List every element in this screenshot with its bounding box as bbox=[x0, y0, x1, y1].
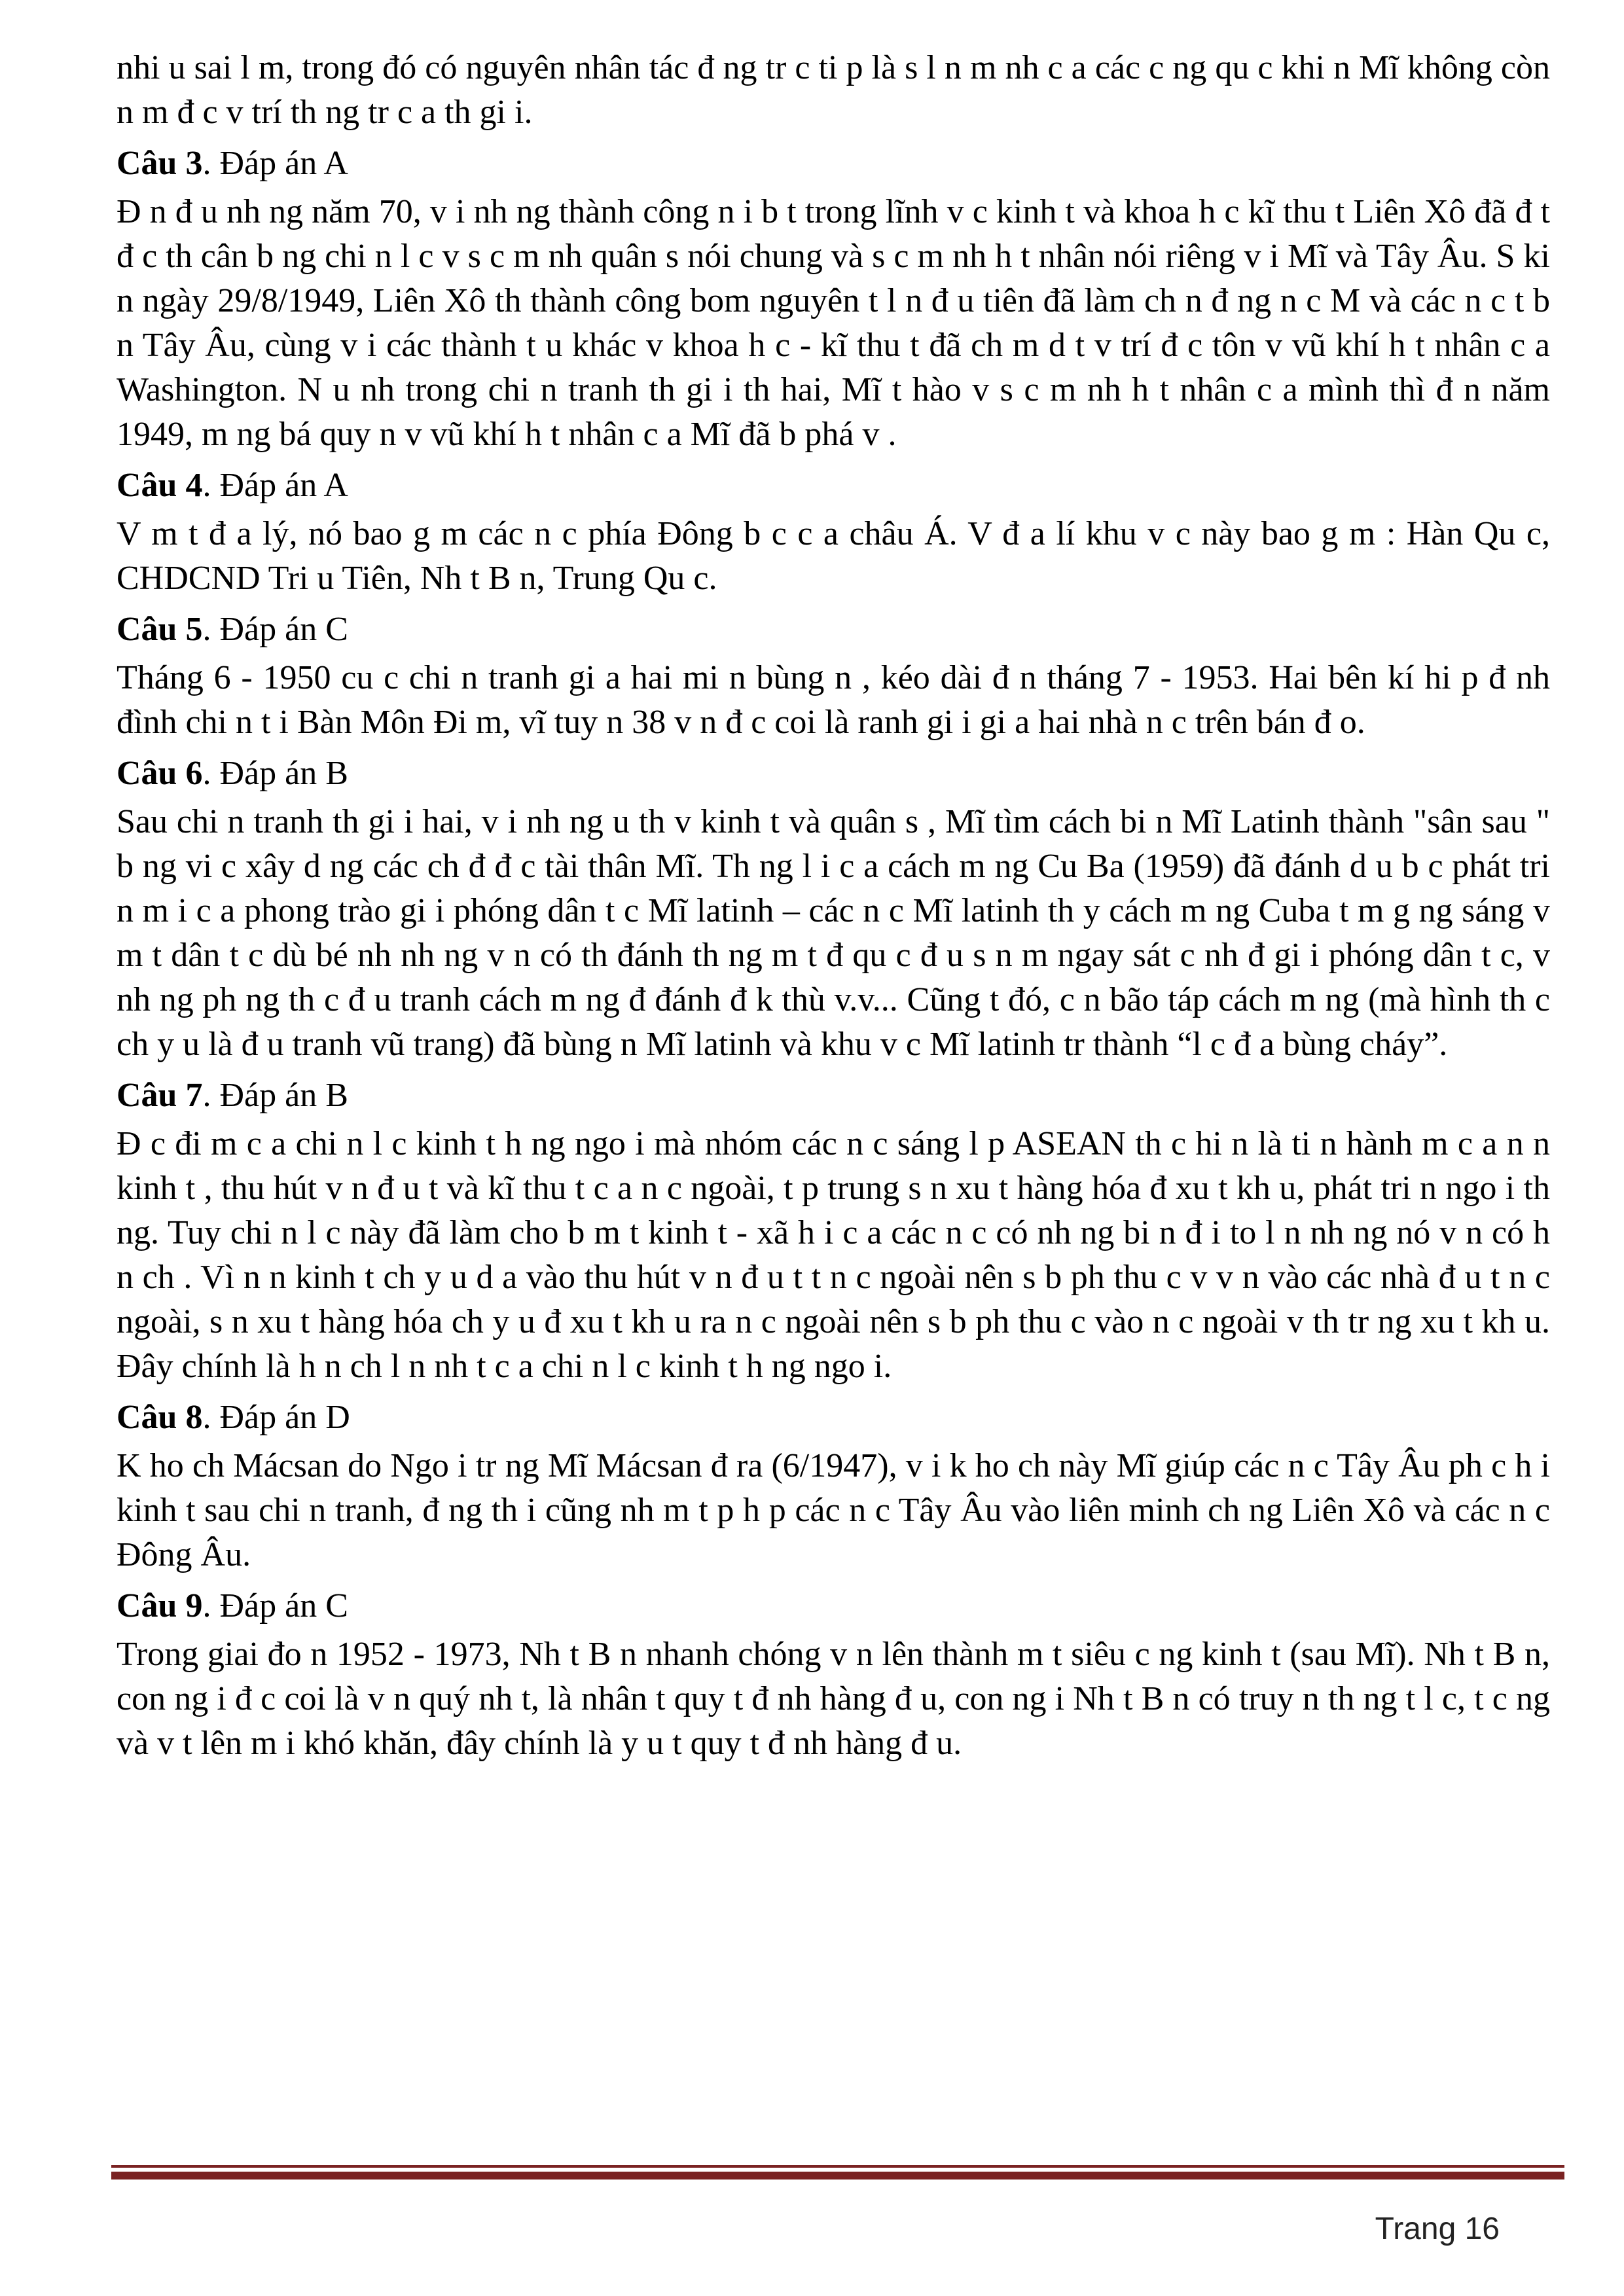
question-label: Câu 5 bbox=[117, 611, 203, 648]
question-heading bbox=[117, 607, 1550, 652]
question-heading bbox=[117, 751, 1550, 796]
question-explanation: V m t đ a lý, nó bao g m các n c phía Đông b c c a châu Á. V đ a lí khu v c này bao g m : Hàn Qu c, CHDCND Tri u Tiên, Nh t B n, Trung Qu c. bbox=[117, 515, 1550, 597]
question-answer: . Đáp án D bbox=[202, 1399, 350, 1436]
question-label: Câu 6 bbox=[117, 755, 203, 792]
question-answer: . Đáp án A bbox=[202, 145, 348, 182]
question-heading bbox=[117, 141, 1550, 186]
question-answer: . Đáp án B bbox=[202, 1077, 348, 1114]
question-explanation: K ho ch Mácsan do Ngo i tr ng Mĩ Mácsan đ ra (6/1947), v i k ho ch này Mĩ giúp các n c Tây Âu ph c h i kinh t sau chi n tranh, đ ng th i cũng nh m t p h p các n c Tây Âu vào liên minh ch ng Liên Xô và các n c Đông Âu. bbox=[117, 1447, 1550, 1573]
question-answer: . Đáp án C bbox=[202, 1587, 348, 1624]
question-explanation: Sau chi n tranh th gi i hai, v i nh ng u th v kinh t và quân s , Mĩ tìm cách bi n Mĩ Latinh thành "sân sau " b ng vi c xây d ng các ch đ đ c tài thân Mĩ. Th ng l i c a cách m ng Cu Ba (1959) đã đánh d u b c phát tri n m i c a phong trào gi i phóng dân t c Mĩ latinh – các n c Mĩ latinh th y cách m ng Cuba t m g ng sáng v m t dân t c dù bé nh nh ng v n có th đánh th ng m t đ qu c đ u s n m ngay sát c nh đ gi i phóng dân t c, v nh ng ph ng th c đ u tranh cách m ng đ đánh đ k thù v.v... Cũng t đó, c n bão táp cách m ng (mà hình th c ch y u là đ u tranh vũ trang) đã bùng n Mĩ latinh và khu v c Mĩ latinh tr thành “l c đ a bùng cháy”. bbox=[117, 803, 1550, 1063]
question-answer: . Đáp án A bbox=[202, 467, 348, 504]
question-8 bbox=[117, 1395, 1550, 1577]
question-4 bbox=[117, 463, 1550, 601]
page-content bbox=[117, 46, 1550, 1766]
question-heading bbox=[117, 1395, 1550, 1440]
question-label: Câu 8 bbox=[117, 1399, 203, 1436]
footer-rule-thick bbox=[111, 2172, 1564, 2179]
intro-paragraph: nhi u sai l m, trong đó có nguyên nhân tác đ ng tr c ti p là s l n m nh c a các c ng qu c khi n Mĩ không còn n m đ c v trí th ng tr c a th gi i. bbox=[117, 49, 1550, 131]
question-5 bbox=[117, 607, 1550, 745]
question-explanation: Tháng 6 - 1950 cu c chi n tranh gi a hai mi n bùng n , kéo dài đ n tháng 7 - 1953. Hai bên kí hi p đ nh đình chi n t i Bàn Môn Đi m, vĩ tuy n 38 v n đ c coi là ranh gi i gi a hai nhà n c trên bán đ o. bbox=[117, 659, 1550, 741]
question-explanation: Đ c đi m c a chi n l c kinh t h ng ngo i mà nhóm các n c sáng l p ASEAN th c hi n là ti n hành m c a n n kinh t , thu hút v n đ u t và kĩ thu t c a n c ngoài, t p trung s n xu t hàng hóa đ xu t kh u, phát tri n ngo i th ng. Tuy chi n l c này đã làm cho b m t kinh t - xã h i c a các n c có nh ng bi n đ i to l n nh ng nó v n có h n ch . Vì n n kinh t ch y u d a vào thu hút v n đ u t t n c ngoài nên s b ph thu c v v n vào các nhà đ u t n c ngoài, s n xu t hàng hóa ch y u đ xu t kh u ra n c ngoài nên s b ph thu c vào n c ngoài v th tr ng xu t kh u. Đây chính là h n ch l n nh t c a chi n l c kinh t h ng ngo i. bbox=[117, 1125, 1550, 1385]
question-7 bbox=[117, 1073, 1550, 1389]
page-number: Trang 16 bbox=[1375, 2212, 1500, 2246]
footer-rule-thin bbox=[111, 2165, 1564, 2168]
question-answer: . Đáp án C bbox=[202, 611, 348, 648]
question-explanation: Đ n đ u nh ng năm 70, v i nh ng thành công n i b t trong lĩnh v c kinh t và khoa h c kĩ thu t Liên Xô đã đ t đ c th cân b ng chi n l c v s c m nh quân s nói chung và s c m nh h t nhân nói riêng v i Mĩ và Tây Âu. S ki n ngày 29/8/1949, Liên Xô th thành công bom nguyên t l n đ u tiên đã làm ch n đ ng n c M và các n c t b n Tây Âu, cùng v i các thành t u khác v khoa h c - kĩ thu t đã ch m d t v trí đ c tôn v vũ khí h t nhân c a Washington. N u nh trong chi n tranh th gi i th hai, Mĩ t hào v s c m nh h t nhân c a mình thì đ n năm 1949, m ng bá quy n v vũ khí h t nhân c a Mĩ đã b phá v . bbox=[117, 193, 1550, 453]
question-label: Câu 3 bbox=[117, 145, 203, 182]
question-6 bbox=[117, 751, 1550, 1067]
question-label: Câu 7 bbox=[117, 1077, 203, 1114]
question-heading bbox=[117, 1073, 1550, 1118]
question-answer: . Đáp án B bbox=[202, 755, 348, 792]
question-3 bbox=[117, 141, 1550, 457]
question-9 bbox=[117, 1584, 1550, 1766]
question-explanation: Trong giai đo n 1952 - 1973, Nh t B n nhanh chóng v n lên thành m t siêu c ng kinh t (sau Mĩ). Nh t B n, con ng i đ c coi là v n quý nh t, là nhân t quy t đ nh hàng đ u, con ng i Nh t B n có truy n th ng t l c, t c ng và v t lên m i khó khăn, đây chính là y u t quy t đ nh hàng đ u. bbox=[117, 1636, 1550, 1762]
question-label: Câu 9 bbox=[117, 1587, 203, 1624]
question-heading bbox=[117, 463, 1550, 508]
question-label: Câu 4 bbox=[117, 467, 203, 504]
question-heading bbox=[117, 1584, 1550, 1628]
